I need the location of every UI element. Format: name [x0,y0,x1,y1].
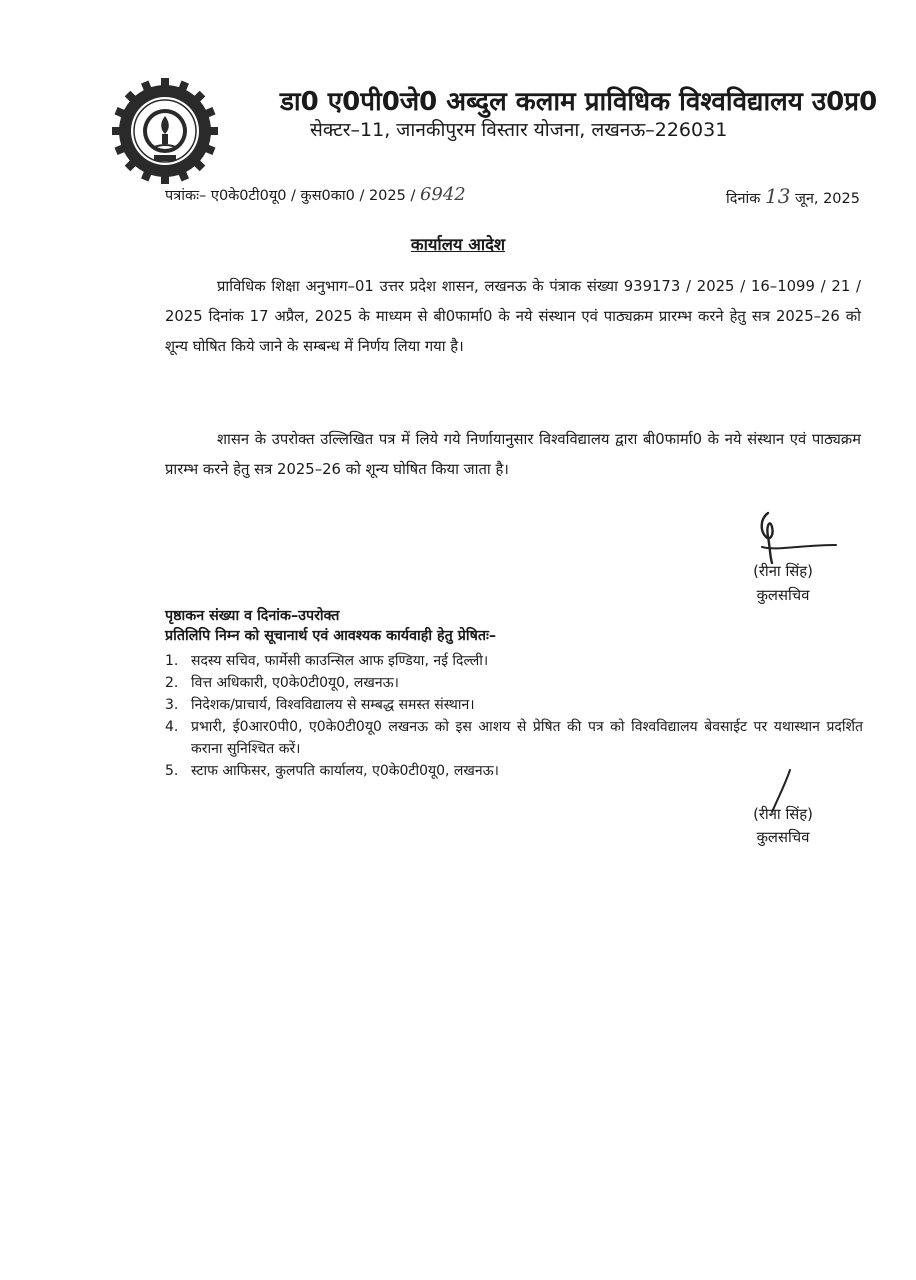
order-title-text: कार्यालय आदेश [410,235,506,254]
date-label: दिनांक [725,191,761,207]
endorsement-line-2: प्रतिलिपि निम्न को सूचानार्थ एवं आवश्यक कार्यवाही हेतु प्रेषितः– [165,628,497,644]
university-address: सेक्टर–11, जानकीपुरम विस्तार योजना, लखनऊ–226031 [310,119,728,141]
signature-2-designation: कुलसचिव [756,829,810,846]
reference-label: पत्रांकः– [165,188,207,204]
reference-number [165,184,466,205]
endorsement-block [165,606,496,646]
signature-1-mark [752,505,842,567]
list-item: 2. वित्त अधिकारी, ए0के0टी0यू0, लखनऊ। [165,675,399,691]
university-name: डा0 ए0पी0जे0 अब्दुल कलाम प्राविधिक विश्वविद्यालय उ0प्र0 [280,87,878,117]
list-item: 1. सदस्य सचिव, फार्मेसी काउन्सिल आफ इण्डिया, नई दिल्ली। [165,653,489,669]
date-day-handwritten: 13 [765,184,791,208]
list-item: 5. स्टाफ आफिसर, कुलपति कार्यालय, ए0के0टी0यू0, लखनऊ। [165,763,499,779]
signature-1-designation: कुलसचिव [756,587,810,604]
paragraph-1: प्राविधिक शिक्षा अनुभाग–01 उत्तर प्रदेश शासन, लखनऊ के पंत्राक संख्या 939173 / 2025 / 16–1099 / 21 / 2025 दिनांक 17 अप्रैल, 2025 के माध्यम से बी0फार्मा0 के नये संस्थान एवं पाठ्यक्रम प्रारम्भ करने हेतु सत्र 2025–26 को शून्य घोषित किये जाने के सम्बन्ध में निर्णय लिया गया है। [165,278,861,355]
list-item: 4. प्रभारी, ई0आर0पी0, ए0के0टी0यू0 लखनऊ को इस आशय से प्रेषित की पत्र को विश्वविद्यालय बेवसाईट पर यथास्थान प्रदर्शित कराना सुनिश्चित करें। [165,719,863,757]
paragraph-2: शासन के उपरोक्त उल्लिखित पत्र में लिये गये निर्णायानुसार विश्वविद्यालय द्वारा बी0फार्मा0 के नये संस्थान एवं पाठ्यक्रम प्रारम्भ करने हेतु सत्र 2025–26 को शून्य घोषित किया जाता है। [165,431,861,478]
copy-list [165,650,863,782]
date-month-year: जून, 2025 [795,191,860,207]
university-seal-logo [112,78,218,184]
order-title [0,232,916,255]
reference-handwritten: 6942 [419,184,466,205]
reference-printed: ए0के0टी0यू0 / कुस0का0 / 2025 / [210,188,416,204]
signature-2-name: (रीना सिंह) [753,806,813,823]
list-item: 3. निदेशक/प्राचार्य, विश्वविद्यालय से सम्बद्ध समस्त संस्थान। [165,697,475,713]
endorsement-line-1: पृष्ठाकन संख्या व दिनांक–उपरोक्त [165,608,340,624]
signature-1-name: (रीना सिंह) [753,563,813,580]
letter-date [726,184,860,208]
